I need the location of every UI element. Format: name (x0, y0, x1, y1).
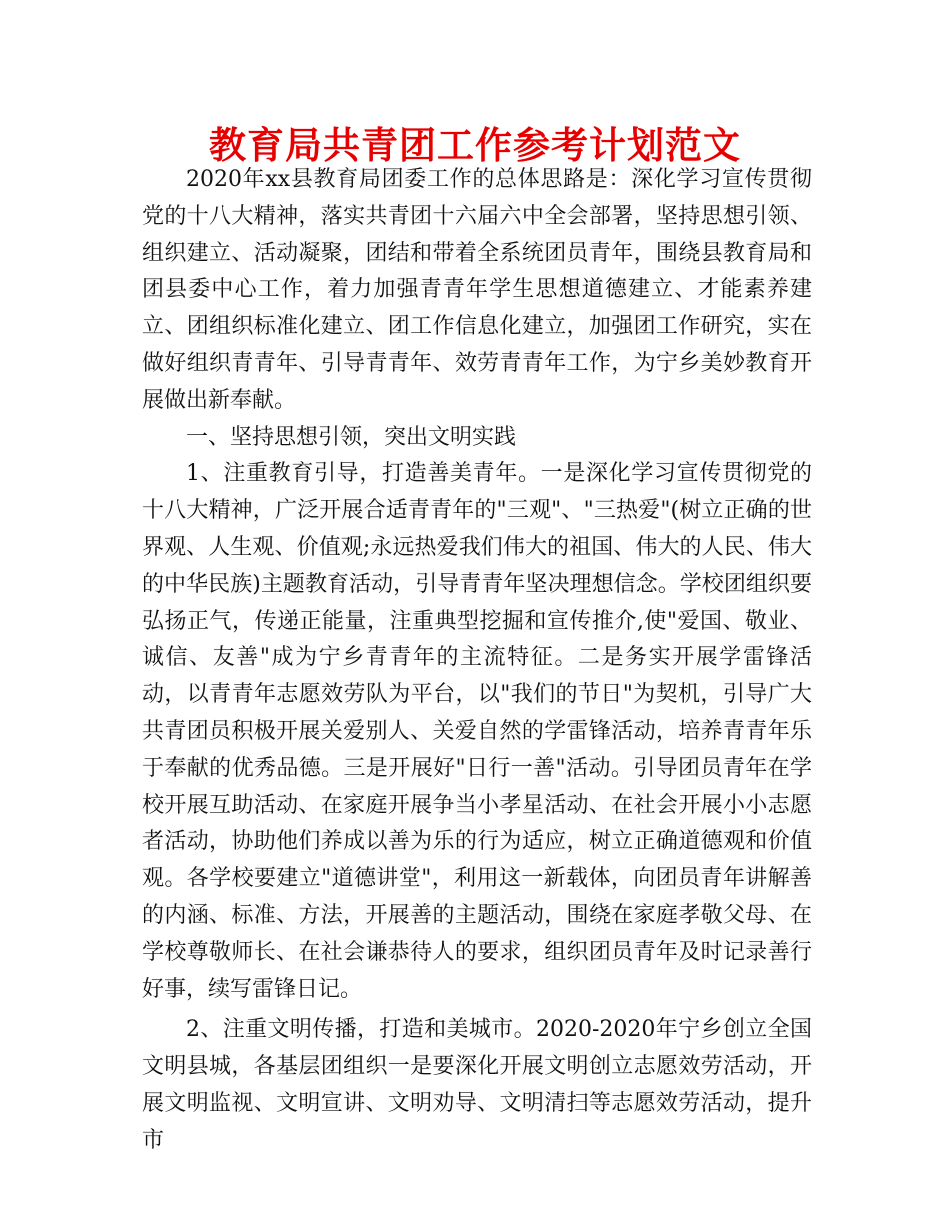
section-heading: 一、坚持思想引领，突出文明实践 (186, 424, 517, 450)
document-body (142, 162, 812, 1160)
body-paragraph: 2、注重文明传播，打造和美城市。2020-2020年宁乡创立全国文明县城，各基层团组织一是要深化开展文明创立志愿效劳活动，开展文明监视、文明宣讲、文明劝导、文明清扫等志愿效劳活动，提升市 (142, 1017, 812, 1153)
intro-paragraph: 2020年xx县教育局团委工作的总体思路是：深化学习宣传贯彻党的十八大精神，落实共青团十六届六中全会部署，坚持思想引领、组织建立、活动凝聚，团结和带着全系统团员青年，围绕县教育局和团县委中心工作，着力加强青青年学生思想道德建立、才能素养建立、团组织标准化建立、团工作信息化建立，加强团工作研究，实在做好组织青青年、引导青青年、效劳青青年工作，为宁乡美妙教育开展做出新奉献。 (142, 167, 812, 413)
document-title: 教育局共青团工作参考计划范文 (209, 124, 741, 167)
body-paragraph: 1、注重教育引导，打造善美青年。一是深化学习宣传贯彻党的十八大精神，广泛开展合适青青年的"三观"、"三热爱"(树立正确的世界观、人生观、价值观;永远热爱我们伟大的祖国、伟大的人民、伟大的中华民族)主题教育活动，引导青青年坚决理想信念。学校团组织要弘扬正气，传递正能量，注重典型挖掘和宣传推介,使"爱国、敬业、诚信、友善"成为宁乡青青年的主流特征。二是务实开展学雷锋活动，以青青年志愿效劳队为平台，以"我们的节日"为契机，引导广大共青团员积极开展关爱别人、关爱自然的学雷锋活动，培养青青年乐于奉献的优秀品德。三是开展好"日行一善"活动。引导团员青年在学校开展互助活动、在家庭开展争当小孝星活动、在社会开展小小志愿者活动，协助他们养成以善为乐的行为适应，树立正确道德观和价值观。各学校要建立"道德讲堂"，利用这一新载体，向团员青年讲解善的内涵、标准、方法，开展善的主题活动，围绕在家庭孝敬父母、在学校尊敬师长、在社会谦恭待人的要求，组织团员青年及时记录善行好事，续写雷锋日记。 (142, 461, 812, 1002)
